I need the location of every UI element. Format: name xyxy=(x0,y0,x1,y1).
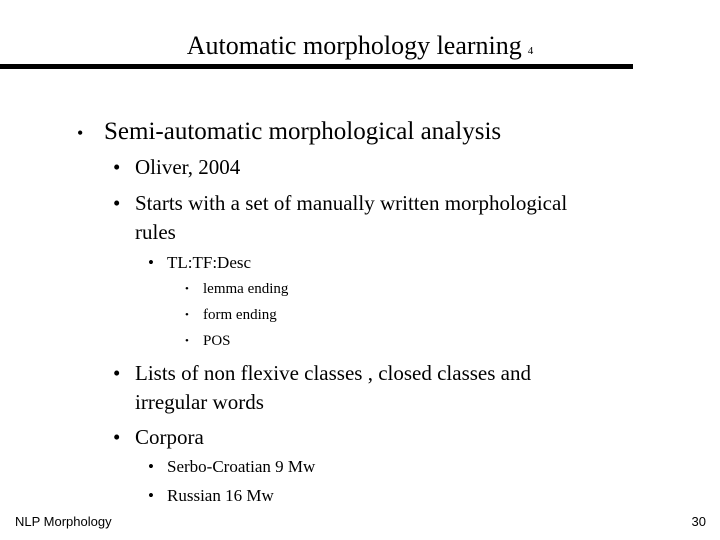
bullet-text: POS xyxy=(203,333,231,349)
bullet-text: Semi-automatic morphological analysis xyxy=(104,118,502,145)
bullet-text: Oliver, 2004 xyxy=(135,155,241,179)
title-rule xyxy=(0,64,633,69)
bullet-dot: • xyxy=(185,283,189,295)
bullet-l2-lists-of xyxy=(113,359,531,388)
title-text: Automatic morphology learning xyxy=(186,31,522,60)
bullet-text: rules xyxy=(135,220,176,244)
bullet-l4-form-ending xyxy=(185,304,277,326)
bullet-l4-lemma-ending xyxy=(185,278,289,300)
bullet-dot: • xyxy=(113,425,121,449)
bullet-l2-starts-with xyxy=(113,189,568,218)
bullet-l1-semi-automatic xyxy=(77,116,502,148)
bullet-text: Russian 16 Mw xyxy=(167,486,274,505)
bullet-dot: • xyxy=(77,123,84,143)
bullet-l3-russian xyxy=(148,484,274,508)
bullet-l2-corpora xyxy=(113,423,204,452)
bullet-text: form ending xyxy=(203,307,277,323)
bullet-l3-serbo-croatian xyxy=(148,455,316,479)
page-number: 30 xyxy=(691,514,706,529)
footer-label: NLP Morphology xyxy=(15,514,112,529)
bullet-dot: • xyxy=(113,155,121,179)
bullet-dot: • xyxy=(185,335,189,347)
bullet-l2-starts-with-continuation xyxy=(135,218,176,247)
bullet-dot: • xyxy=(148,457,154,476)
bullet-l2-lists-of-continuation xyxy=(135,388,264,417)
bullet-dot: • xyxy=(185,309,189,321)
bullet-dot: • xyxy=(148,486,154,505)
bullet-dot: • xyxy=(113,191,121,215)
bullet-l3-tl-tf-desc xyxy=(148,251,252,275)
bullet-text: irregular words xyxy=(135,390,264,414)
bullet-l2-oliver xyxy=(113,153,241,182)
bullet-text: Lists of non flexive classes , closed classes and xyxy=(135,361,531,385)
title-subscript: 4 xyxy=(527,45,534,57)
slide-title xyxy=(0,30,720,67)
bullet-text: Starts with a set of manually written morphological xyxy=(135,191,568,215)
bullet-dot: • xyxy=(148,253,154,272)
bullet-text: Serbo-Croatian 9 Mw xyxy=(167,457,316,476)
bullet-text: lemma ending xyxy=(203,281,289,297)
bullet-text: Corpora xyxy=(135,425,204,449)
bullet-l4-pos xyxy=(185,330,231,352)
bullet-text: TL:TF:Desc xyxy=(167,253,252,272)
bullet-dot: • xyxy=(113,361,121,385)
